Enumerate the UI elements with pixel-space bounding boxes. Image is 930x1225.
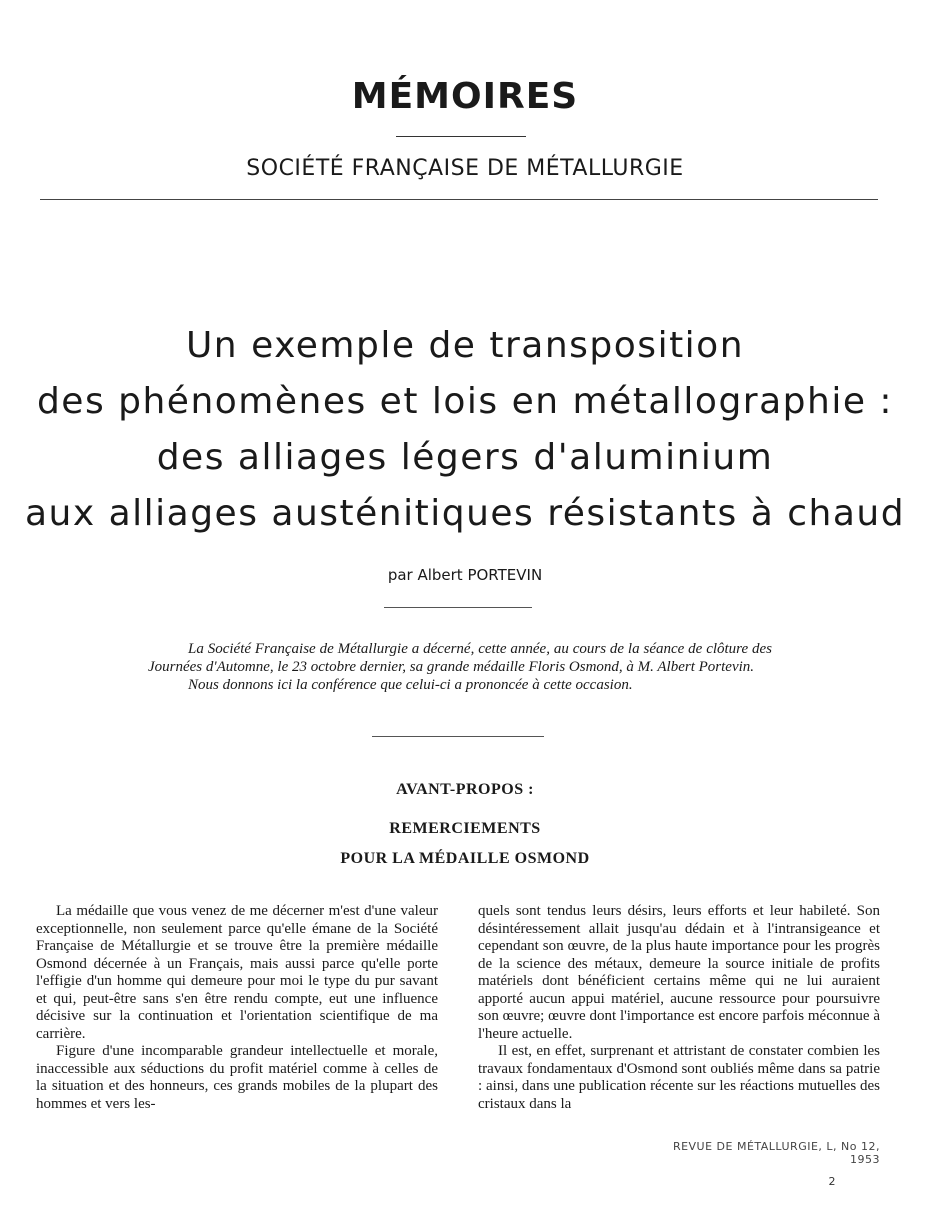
body-column-left	[36, 903, 438, 1113]
body-paragraph: Figure d'une incomparable grandeur intellectuelle et morale, inaccessible aux séductions du profit matériel comme à celles de la situation et des honneurs, ces grands mobiles de la plupart des hommes et vers les-	[36, 1043, 438, 1112]
byline-divider	[384, 607, 532, 608]
section-title: AVANT-PROPOS :	[396, 781, 534, 798]
body-paragraph: La médaille que vous venez de me décerner m'est d'une valeur exceptionnelle, non seulement parce qu'elle émane de la Société Française de Métallurgie et se trouve être la première médaille Osmond décernée à un Français, mais aussi parce qu'elle porte l'effigie d'un homme qui demeure pour moi le type du pur savant et qui, peut-être sans s'en être rendu compte, eut une influence décisive sur la continuation et l'orientation scientifique de ma carrière.	[36, 903, 438, 1042]
body-column-right	[478, 903, 880, 1113]
intro-divider	[372, 736, 544, 737]
header-rule	[40, 199, 878, 200]
page-number: 2	[828, 1175, 836, 1188]
section-subtitle: POUR LA MÉDAILLE OSMOND	[340, 850, 590, 867]
society-name: SOCIÉTÉ FRANÇAISE DE MÉTALLURGIE	[246, 156, 684, 181]
journal-citation: REVUE DE MÉTALLURGIE, L, No 12, 1953	[672, 1140, 880, 1166]
title-line: Un exemple de transposition	[185, 325, 745, 366]
title-line: aux alliages austénitiques résistants à chaud	[24, 493, 906, 534]
title-line: des alliages légers d'aluminium	[156, 437, 774, 478]
editorial-intro	[148, 640, 772, 694]
author-byline: par Albert PORTEVIN	[387, 566, 543, 584]
section-subtitle: REMERCIEMENTS	[389, 820, 541, 837]
intro-paragraph: La Société Française de Métallurgie a décerné, cette année, au cours de la séance de clôture des Journées d'Automne, le 23 octobre dernier, sa grande médaille Floris Osmond, à M. Albert Portevin.	[148, 641, 772, 675]
article-title	[0, 318, 930, 542]
intro-paragraph: Nous donnons ici la conférence que celui-ci a prononcée à cette occasion.	[188, 677, 633, 693]
heading-divider	[396, 136, 526, 137]
section-heading: MÉMOIRES	[351, 76, 579, 117]
body-paragraph: Il est, en effet, surprenant et attristant de constater combien les travaux fondamentaux d'Osmond sont oubliés même dans sa patrie : ainsi, dans une publication récente sur les réactions mutuelles des cristaux dans la	[478, 1043, 880, 1112]
body-paragraph: quels sont tendus leurs désirs, leurs efforts et leur habileté. Son désintéressement allait jusqu'au dédain et à l'intransigeance et cependant son œuvre, de la plus haute importance pour les progrès de la science des métaux, demeure la source initiale de profits matériels dont bénéficient certains même qui ne lui auraient apporté aucun appui matériel, aucune ressource pour poursuivre son œuvre; œuvre dont l'importance est encore parfois méconnue à l'heure actuelle.	[478, 903, 880, 1042]
title-line: des phénomènes et lois en métallographie :	[36, 381, 894, 422]
